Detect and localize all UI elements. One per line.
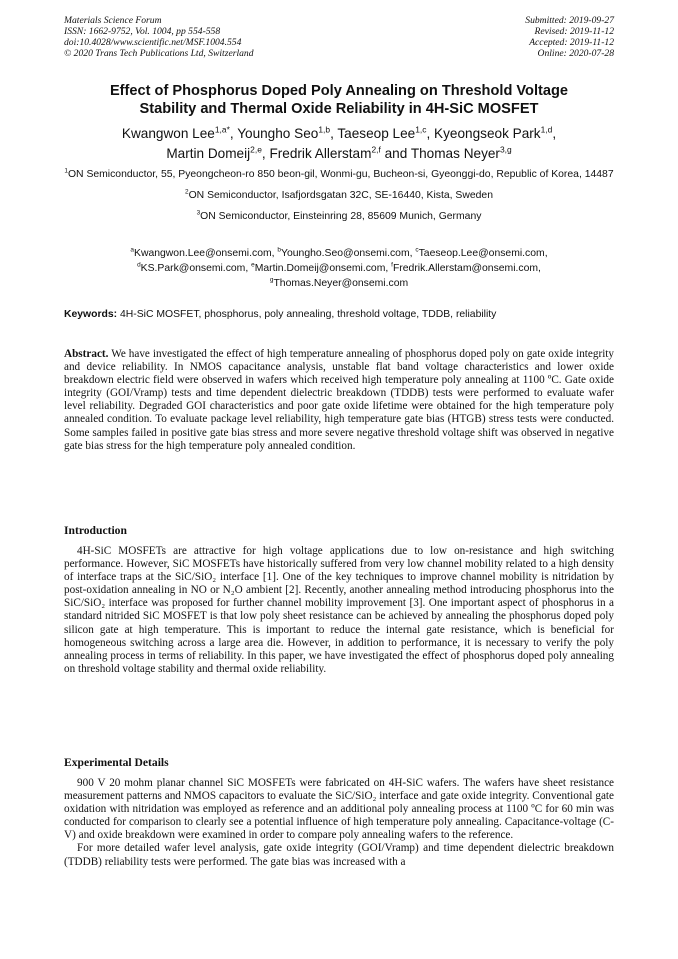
email-line-2: $^d$KS.Park@onsemi.com, $^e$Martin.Domeij@onsemi.com, $^f$Fredrik.Allerstam@onsemi.com, <box>137 261 541 274</box>
introduction-body <box>64 545 614 676</box>
abstract <box>64 348 614 453</box>
introduction-heading: Introduction <box>64 524 127 537</box>
affiliation-2: $^2$ON Semiconductor, Isafjordsgatan 32C, SE-16440, Kista, Sweden <box>185 188 493 201</box>
paragraph: For more detailed wafer level analysis, gate oxide integrity (GOI/Vramp) and time dependent dielectric breakdown (TDDB) reliability tests were performed. The gate bias was increased with a <box>64 842 614 868</box>
date-online: Online: 2020-07-28 <box>537 48 614 59</box>
affiliation-1: $^1$ON Semiconductor, 55, Pyeongcheon-ro 850 beon-gil, Wonmi-gu, Bucheon-si, Gyeonggi-do, Republic of Korea, 14487 <box>64 167 614 180</box>
experimental-heading: Experimental Details <box>64 756 169 769</box>
email-link[interactable]: Thomas.Neyer@onsemi.com <box>273 278 409 289</box>
date-accepted: Accepted: 2019-11-12 <box>529 37 614 48</box>
author-line-2: Martin Domeij$^{2,e}$, Fredrik Allerstam$^{2,f}$ and Thomas Neyer$^{3,g}$ <box>166 144 512 161</box>
date-revised: Revised: 2019-11-12 <box>534 26 614 37</box>
keywords-label: Keywords: <box>64 309 118 320</box>
author: Kyeongseok Park$^{1,d}$ <box>434 124 553 141</box>
journal-info <box>64 15 254 59</box>
email-line-3: $^g$Thomas.Neyer@onsemi.com <box>269 276 409 289</box>
paragraph: 900 V 20 mohm planar channel SiC MOSFETs were fabricated on 4H-SiC wafers. The wafers have sheet resistance measurement patterns and NMOS capacitors to evaluate the SiC/SiO₂ interface and gate oxide integrity. Conventional gate oxidation with nitridation was employed as reference and an additional poly annealing process at 1100 ºC for 60 min was conducted for comparison to clearly see a potential influence of high temperature poly annealing. Capacitance-voltage (C-V) and oxide breakdown were examined in order to compare poly annealing wafers to the reference. <box>64 777 614 842</box>
author: Martin Domeij$^{2,e}$ <box>166 144 262 161</box>
author: Kwangwon Lee$^{1,a*}$ <box>121 124 230 141</box>
abstract-label: Abstract. <box>64 348 109 360</box>
affiliations <box>64 168 614 231</box>
email-line-1: $^a$Kwangwon.Lee@onsemi.com, $^b$Youngho.Seo@onsemi.com, $^c$Taeseop.Lee@onsemi.com, <box>130 246 548 259</box>
author-list <box>60 124 618 164</box>
email-link[interactable]: Youngho.Seo@onsemi.com <box>281 248 410 259</box>
email-link[interactable]: Fredrik.Allerstam@onsemi.com <box>392 263 539 274</box>
journal-doi[interactable]: doi:10.4028/www.scientific.net/MSF.1004.554 <box>64 37 242 48</box>
title-line-1: Effect of Phosphorus Doped Poly Annealing on Threshold Voltage <box>109 83 569 99</box>
paragraph: 4H-SiC MOSFETs are attractive for high voltage applications due to low on-resistance and high switching performance. However, SiC MOSFETs have historically suffered from very low channel mobility related to a high density of interface traps at the SiC/SiO₂ interface [1]. One of the key techniques to improve channel mobility is nitridation by post-oxidation annealing in NO or N₂O ambient [2]. Recently, another annealing method introducing phosphorus into the SiC/SiO₂ interface was proposed for further channel mobility improvement [3]. One important aspect of phosphorus in a standard nitrided SiC MOSFET is that low poly sheet resistance can be achieved by annealing the phosphorus doped poly silicon gate at high temperature. This is important to reduce the internal gate resistance, which is beneficial for homogeneous switching across a large area die. However, in addition to performance, it is necessary to verify the poly annealing process in terms of reliability. In this paper, we have investigated the effect of phosphorus doped poly annealing on threshold voltage stability and thermal oxide reliability. <box>64 545 614 675</box>
submission-dates <box>525 15 614 59</box>
author: Taeseop Lee$^{1,c}$ <box>337 124 427 141</box>
journal-issn: ISSN: 1662-9752, Vol. 1004, pp 554-558 <box>64 26 221 37</box>
author: Youngho Seo$^{1,b}$ <box>237 124 331 141</box>
email-link[interactable]: KS.Park@onsemi.com <box>140 263 246 274</box>
author: Thomas Neyer$^{3,g}$ <box>410 144 512 161</box>
paper-title <box>60 82 618 118</box>
experimental-body <box>64 777 614 869</box>
journal-copyright: © 2020 Trans Tech Publications Ltd, Switzerland <box>64 48 254 59</box>
journal-name: Materials Science Forum <box>64 15 162 26</box>
author-line-1: Kwangwon Lee$^{1,a*}$, Youngho Seo$^{1,b}$, Taeseop Lee$^{1,c}$, Kyeongseok Park$^{1,d}$, <box>121 124 557 141</box>
author-emails <box>64 246 614 291</box>
title-line-2: Stability and Thermal Oxide Reliability in 4H-SiC MOSFET <box>139 101 539 117</box>
abstract-text: We have investigated the effect of high temperature annealing of phosphorus doped poly on gate oxide integrity and device reliability. In NMOS capacitance analysis, unstable flat band voltage characteristics and lower oxide breakdown electric field were observed in wafers which received high temperature poly annealing at 1100 ºC. Gate oxide integrity (GOI/Vramp) tests and time dependent dielectric breakdown (TDDB) tests were performed to evaluate wafer level reliability. Degraded GOI characteristics and poor gate oxide lifetime were obtained for the high temperature poly annealed condition. To evaluate package level reliability, high temperature gate bias (HTGB) stress tests were conducted. Some samples failed in positive gate bias stress and more severe negative threshold voltage shift was observed in negative gate bias stress for the high temperature poly annealed condition. <box>64 348 614 452</box>
keywords-text: 4H-SiC MOSFET, phosphorus, poly annealing, threshold voltage, TDDB, reliability <box>117 309 497 320</box>
affiliation-3: $^3$ON Semiconductor, Einsteinring 28, 85609 Munich, Germany <box>196 209 482 222</box>
email-link[interactable]: Kwangwon.Lee@onsemi.com <box>134 248 272 259</box>
date-submitted: Submitted: 2019-09-27 <box>525 15 614 26</box>
keywords <box>64 308 614 321</box>
email-link[interactable]: Martin.Domeij@onsemi.com <box>254 263 386 274</box>
author: Fredrik Allerstam$^{2,f}$ <box>269 144 381 161</box>
email-link[interactable]: Taeseop.Lee@onsemi.com <box>418 248 545 259</box>
